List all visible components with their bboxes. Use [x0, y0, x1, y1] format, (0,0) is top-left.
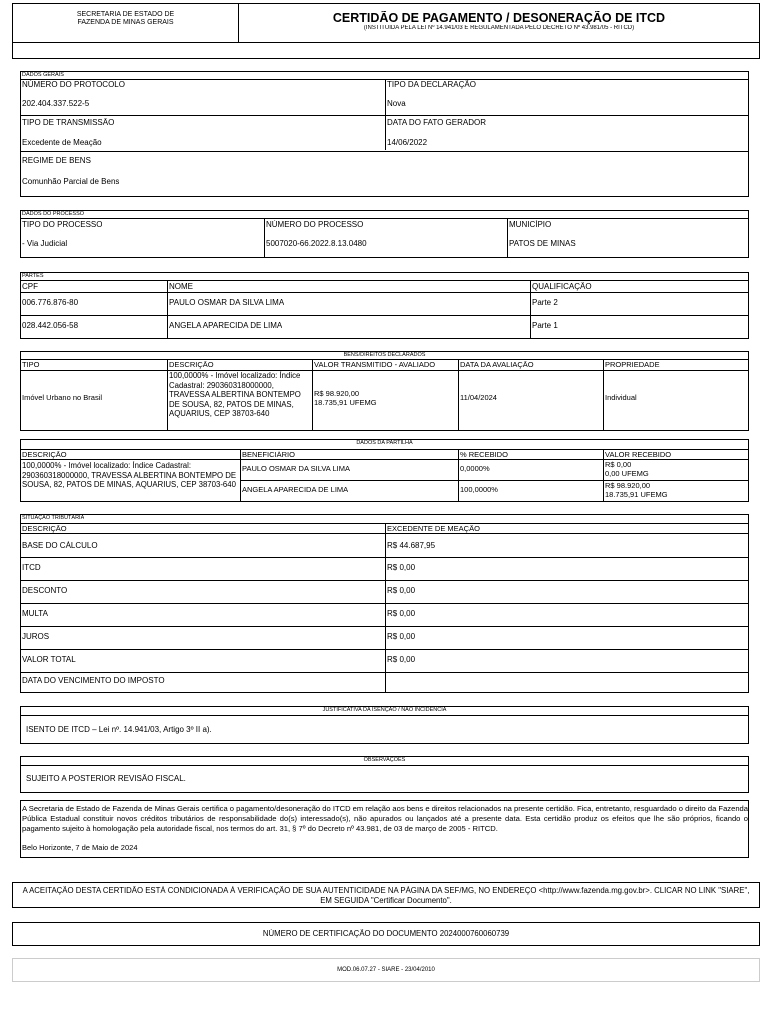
tipo-header: TIPO — [22, 361, 40, 369]
section-title: DADOS DA PARTILHA — [356, 440, 413, 446]
bens-section — [20, 351, 749, 431]
tributaria-section — [20, 514, 749, 693]
parte-cpf: 028.442.056-58 — [22, 321, 79, 330]
local-data: Belo Horizonte, 7 de Maio de 2024 — [22, 844, 138, 852]
section-title: JUSTIFICATIVA DA ISENÇÃO / NÃO INCIDÊNCIA — [322, 707, 447, 713]
tipo-declaracao-label: TIPO DA DECLARAÇÃO — [387, 80, 476, 89]
processo-section — [20, 210, 749, 258]
bem-valor-reais: R$ 98.920,00 — [314, 390, 360, 398]
propriedade-header: PROPRIEDADE — [605, 361, 660, 369]
parte-qualificacao: Parte 2 — [532, 298, 558, 307]
certificacao-section — [20, 800, 749, 858]
pct-header: % RECEBIDO — [460, 451, 508, 459]
descricao-header: DESCRIÇÃO — [169, 361, 214, 369]
protocolo-value: 202.404.337.522-5 — [22, 99, 90, 108]
valor-reais: R$ 0,00 — [605, 461, 632, 469]
footer-box — [12, 958, 760, 982]
bem-valor-ufemg: 18.735,91 UFEMG — [314, 397, 377, 407]
municipio-value: PATOS DE MINAS — [509, 239, 576, 248]
nome-header: NOME — [169, 282, 193, 291]
section-title: DADOS DO PROCESSO — [22, 211, 85, 217]
partes-section — [20, 272, 749, 339]
partilha-section — [20, 439, 749, 502]
beneficiario-pct: 100,0000% — [460, 486, 498, 494]
header — [12, 3, 760, 43]
section-title: SITUAÇÃO TRIBUTÁRIA — [22, 515, 85, 521]
valor-ufemg: 18.735,91 UFEMG — [605, 489, 668, 499]
itcd-value: R$ 0,00 — [387, 563, 416, 572]
descricao-header: DESCRIÇÃO — [22, 451, 67, 459]
org-line2: FAZENDA DE MINAS GERAIS — [77, 19, 174, 26]
valor-ufemg: 0,00 UFEMG — [605, 468, 649, 478]
beneficiario-pct: 0,0000% — [460, 465, 490, 473]
beneficiario-name: ANGELA APARECIDA DE LIMA — [242, 486, 349, 494]
beneficiario-valor — [605, 461, 649, 478]
base-calculo-value: R$ 44.687,95 — [387, 541, 436, 550]
regime-label: REGIME DE BENS — [22, 156, 91, 165]
valor-total-label: VALOR TOTAL — [22, 655, 76, 664]
beneficiario-header: BENEFICIÁRIO — [242, 451, 295, 459]
tipo-transmissao-label: TIPO DE TRANSMISSÃO — [22, 118, 115, 127]
data-fato-label: DATA DO FATO GERADOR — [387, 118, 486, 127]
justificativa-section — [20, 706, 749, 744]
header-spacer — [12, 42, 760, 59]
municipio-label: MUNICÍPIO — [509, 220, 552, 229]
qualificacao-header: QUALIFICAÇÃO — [532, 282, 592, 291]
juros-value: R$ 0,00 — [387, 632, 416, 641]
parte-qualificacao: Parte 1 — [532, 321, 558, 330]
dados-gerais-section — [20, 71, 749, 197]
doc-subtitle: (INSTITUÍDA PELA LEI Nº 14.941/03 E REGULAMENTADA PELO DECRETO Nº 43.981/05 - RITCD) — [363, 25, 635, 31]
observacoes-section — [20, 756, 749, 793]
section-title: PARTES — [22, 273, 44, 279]
observacoes-text: SUJEITO A POSTERIOR REVISÃO FISCAL. — [26, 774, 186, 783]
aceitacao-notice — [12, 882, 760, 908]
numero-processo-label: NÚMERO DO PROCESSO — [266, 220, 364, 229]
desconto-label: DESCONTO — [22, 586, 68, 595]
numero-processo-value: 5007020-66.2022.8.13.0480 — [266, 239, 367, 248]
section-title: DADOS GERAIS — [22, 72, 64, 78]
excedente-header: EXCEDENTE DE MEAÇÃO — [387, 525, 480, 533]
certificacao-number-box — [12, 922, 760, 946]
section-title: BENS/DIREITOS DECLARADOS — [343, 352, 426, 358]
multa-value: R$ 0,00 — [387, 609, 416, 618]
bem-propriedade: Individual — [605, 394, 637, 402]
parte-nome: ANGELA APARECIDA DE LIMA — [169, 321, 283, 330]
org-name — [13, 11, 238, 27]
form-code: MOD.06.07.27 - SIARE - 23/04/2010 — [337, 967, 435, 973]
protocolo-label: NÚMERO DO PROTOCOLO — [22, 80, 125, 89]
juros-label: JUROS — [22, 632, 50, 641]
base-calculo-label: BASE DO CÁLCULO — [22, 541, 98, 550]
multa-label: MULTA — [22, 609, 48, 618]
data-fato-value: 14/06/2022 — [387, 138, 428, 147]
tipo-processo-value: - Via Judicial — [22, 239, 68, 248]
valor-total-value: R$ 0,00 — [387, 655, 416, 664]
descricao-header: DESCRIÇÃO — [22, 525, 67, 533]
certificacao-number: NÚMERO DE CERTIFICAÇÃO DO DOCUMENTO 2024000760060739 — [262, 929, 510, 938]
bem-tipo: Imóvel Urbano no Brasil — [22, 394, 103, 402]
tipo-declaracao-value: Nova — [387, 99, 406, 108]
itcd-label: ITCD — [22, 563, 41, 572]
beneficiario-valor — [605, 482, 668, 499]
parte-cpf: 006.776.876-80 — [22, 298, 79, 307]
beneficiario-name: PAULO OSMAR DA SILVA LIMA — [242, 465, 350, 473]
section-title: OBSERVAÇÕES — [363, 757, 406, 763]
aceitacao-text: A ACEITAÇÃO DESTA CERTIDÃO ESTÁ CONDICIONADA À VERIFICAÇÃO DE SUA AUTENTICIDADE NA PÁGINA DA SEF/MG, NO ENDEREÇO <http://www.fazenda.mg.gov.br>. CLICAR NO LINK "SIARE", EM SEGUIDA "Certificar Documento". — [22, 886, 750, 905]
parte-nome: PAULO OSMAR DA SILVA LIMA — [169, 298, 285, 307]
valor-header: VALOR RECEBIDO — [605, 451, 672, 459]
bem-valor — [314, 390, 377, 407]
bem-descricao: 100,0000% - Imóvel localizado: Índice Cadastral: 290360318000000, TRAVESSA ALBERTINA BONTEMPO DE SOUSA, 82, PATOS DE MINAS, AQUARIUS, CEP 38703-640 — [169, 371, 301, 419]
data-header: DATA DA AVALIAÇÃO — [460, 361, 534, 369]
tipo-processo-label: TIPO DO PROCESSO — [22, 220, 103, 229]
desconto-value: R$ 0,00 — [387, 586, 416, 595]
bem-data: 11/04/2024 — [460, 394, 497, 402]
tipo-transmissao-value: Excedente de Meação — [22, 138, 102, 147]
org-line1: SECRETARIA DE ESTADO DE — [76, 11, 175, 18]
regime-value: Comunhão Parcial de Bens — [22, 177, 120, 186]
justificativa-text: ISENTO DE ITCD – Lei nº. 14.941/03, Artigo 3º II a). — [26, 725, 212, 734]
vencimento-label: DATA DO VENCIMENTO DO IMPOSTO — [22, 676, 165, 685]
valor-reais: R$ 98.920,00 — [605, 482, 651, 490]
certificacao-text: A Secretaria de Estado de Fazenda de Minas Gerais certifica o pagamento/desoneração do ITCD em relação aos bens e direitos relacionados na presente certidão. Fica, entretanto, resguardado o direito da Fazenda Pública Estadual constituir novos créditos tributários de responsabilidade do(s) interessado(s), não apurados ou lançados até a presente data. Esta certidão produz os efeitos que lhe são próprios, ficando o pagamento sujeito à homologação pela autoridade fiscal, nos termos do art. 31, § 7º do Decreto nº 43.981, de 03 de março de 2005 - RITCD. — [22, 804, 748, 833]
valor-header: VALOR TRANSMITIDO - AVALIADO — [314, 361, 436, 369]
cpf-header: CPF — [22, 282, 38, 291]
doc-title: CERTIDÃO DE PAGAMENTO / DESONERAÇÃO DE ITCD — [332, 11, 666, 25]
partilha-descricao: 100,0000% - Imóvel localizado: Índice Cadastral: 290360318000000, TRAVESSA ALBERTINA BONTEMPO DE SOUSA, 82, PATOS DE MINAS, AQUARIUS, CEP 38703-640 — [22, 461, 237, 490]
